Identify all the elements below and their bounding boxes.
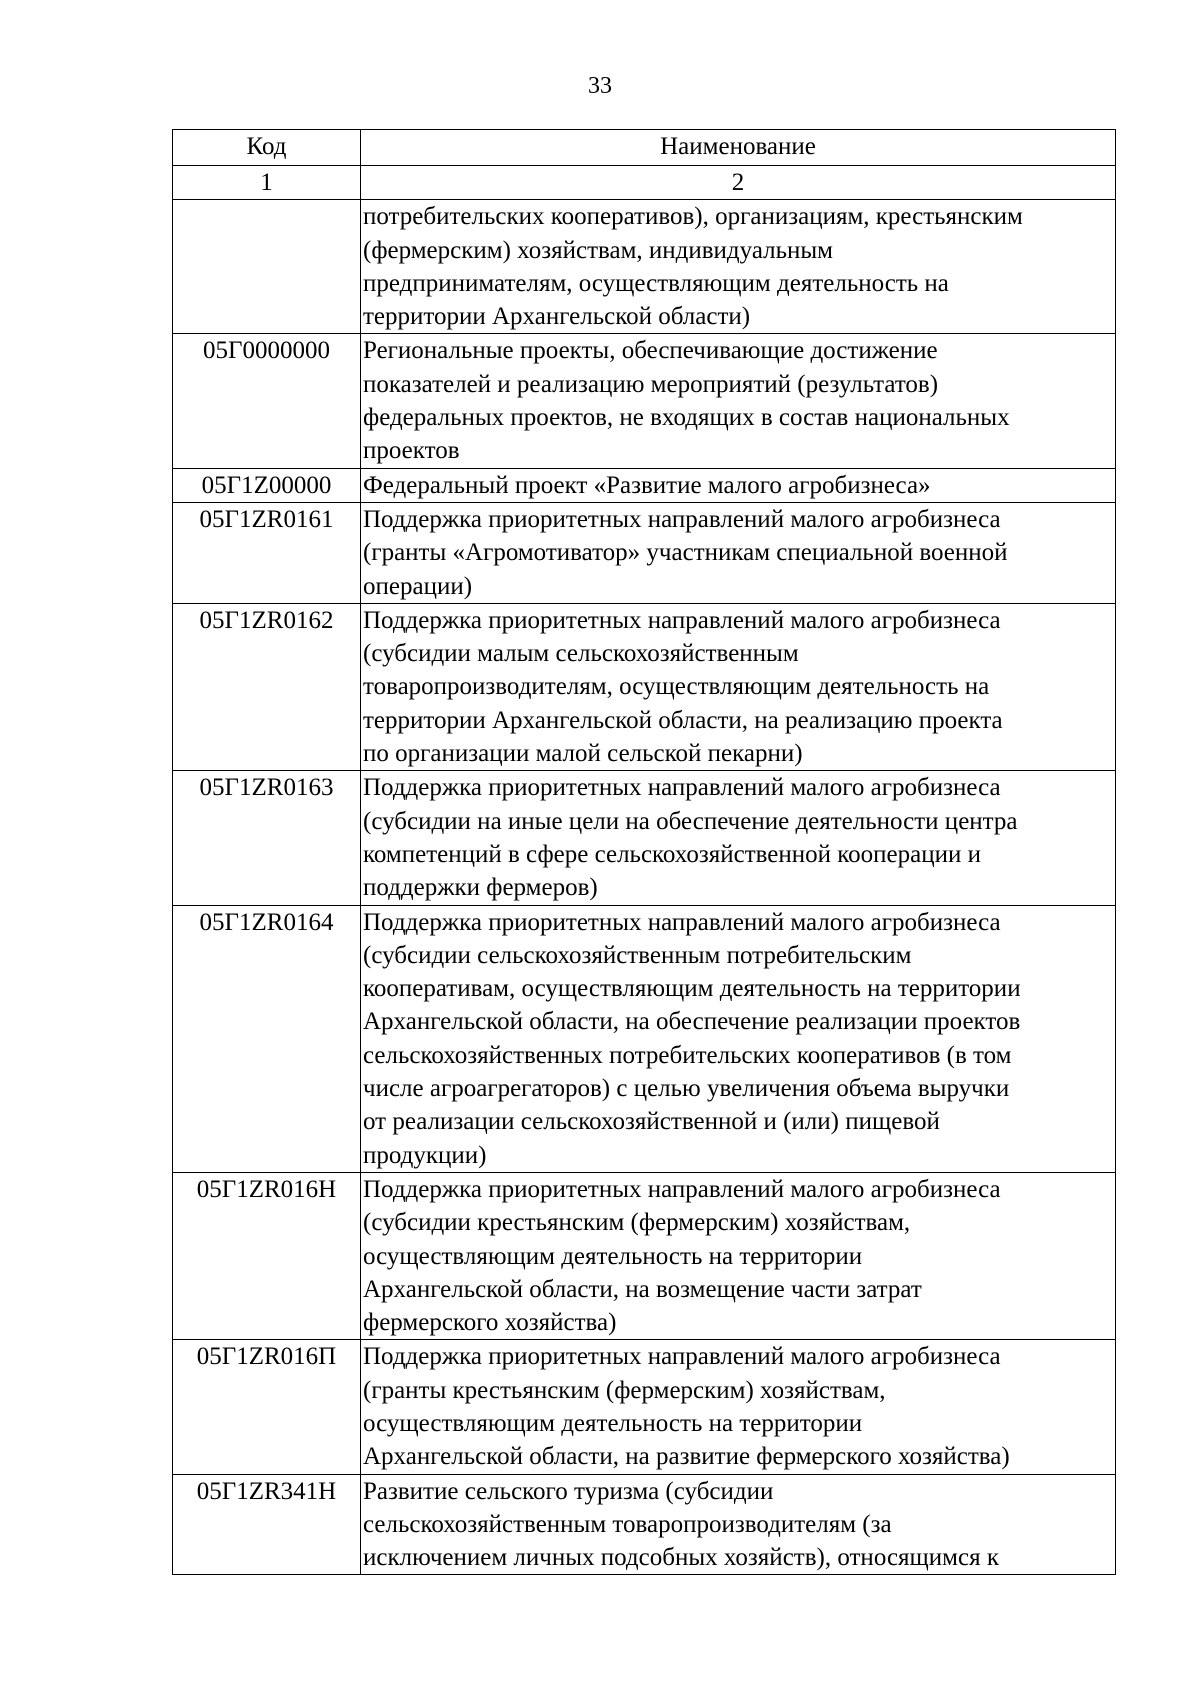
table-row (173, 334, 1116, 468)
row-name-line: (субсидии сельскохозяйственным потребительским (363, 941, 912, 969)
row-name (361, 603, 1116, 770)
row-name-line: фермерского хозяйства) (363, 1309, 617, 1337)
table-body (173, 200, 1116, 1575)
column-number-name: 2 (361, 166, 1116, 200)
row-name-line: по организации малой сельской пекарни) (363, 740, 803, 768)
row-name-line: сельскохозяйственным товаропроизводителям (за (363, 1510, 892, 1538)
row-name (361, 200, 1116, 334)
row-name-line: Поддержка приоритетных направлений малого агробизнеса (363, 505, 1001, 533)
table-row (173, 1172, 1116, 1339)
row-name-line: Архангельской области, на возмещение части затрат (363, 1275, 922, 1303)
row-name-line: (гранты «Агромотиватор» участникам специальной военной (363, 539, 1008, 567)
page-number: 33 (588, 73, 612, 99)
table-row (173, 200, 1116, 334)
row-name-line: от реализации сельскохозяйственной и (или) пищевой (363, 1108, 940, 1136)
row-code: 05Г0000000 (173, 334, 361, 468)
row-code: 05Г1ZR341Н (173, 1474, 361, 1575)
row-name-line: (субсидии на иные цели на обеспечение деятельности центра (363, 807, 1018, 835)
header-name: Наименование (361, 130, 1116, 166)
row-name (361, 468, 1116, 502)
row-name-line: (субсидии малым сельскохозяйственным (363, 640, 799, 668)
table-row (173, 468, 1116, 502)
table-row (173, 771, 1116, 905)
row-name-line: (субсидии крестьянским (фермерским) хозяйствам, (363, 1209, 911, 1237)
row-code: 05Г1ZR0163 (173, 771, 361, 905)
row-name-line: (гранты крестьянским (фермерским) хозяйствам, (363, 1376, 886, 1404)
row-code: 05Г1ZR0164 (173, 905, 361, 1172)
row-name (361, 1172, 1116, 1339)
row-name-line: территории Архангельской области) (363, 303, 751, 331)
row-name-line: компетенций в сфере сельскохозяйственной кооперации и (363, 840, 981, 868)
row-code: 05Г1ZR0161 (173, 502, 361, 603)
row-name-line: Поддержка приоритетных направлений малого агробизнеса (363, 1175, 1001, 1203)
row-name-line: осуществляющим деятельность на территории (363, 1409, 863, 1437)
row-name-line: Поддержка приоритетных направлений малого агробизнеса (363, 606, 1001, 634)
table-header (173, 130, 1116, 200)
row-code: 05Г1ZR0162 (173, 603, 361, 770)
column-number-row (173, 166, 1116, 200)
row-name-line: Поддержка приоритетных направлений малого агробизнеса (363, 774, 1001, 802)
row-code: 05Г1ZR016П (173, 1340, 361, 1474)
row-name-line: федеральных проектов, не входящих в состав национальных (363, 404, 1010, 432)
row-name (361, 771, 1116, 905)
row-name-line: потребительских кооперативов), организациям, крестьянским (363, 203, 1023, 231)
row-name-line: кооперативам, осуществляющим деятельность на территории (363, 975, 1021, 1003)
table-row (173, 1340, 1116, 1474)
row-name-line: (фермерским) хозяйствам, индивидуальным (363, 236, 834, 264)
table-row (173, 502, 1116, 603)
row-name-line: показателей и реализацию мероприятий (результатов) (363, 370, 939, 398)
table-header-row (173, 130, 1116, 166)
row-name-line: предпринимателям, осуществляющим деятельность на (363, 269, 949, 297)
row-name-line: Поддержка приоритетных направлений малого агробизнеса (363, 1343, 1001, 1371)
row-name-line: Федеральный проект «Развитие малого агробизнеса» (363, 471, 931, 499)
row-name-line: поддержки фермеров) (363, 874, 598, 902)
row-name (361, 1340, 1116, 1474)
row-name (361, 334, 1116, 468)
row-code: 05Г1Z00000 (173, 468, 361, 502)
row-name-line: Поддержка приоритетных направлений малого агробизнеса (363, 908, 1001, 936)
row-name-line: числе агроагрегаторов) с целью увеличения объема выручки (363, 1075, 1010, 1103)
row-name-line: Архангельской области, на развитие фермерского хозяйства) (363, 1443, 1010, 1471)
row-name-line: Региональные проекты, обеспечивающие достижение (363, 337, 938, 365)
row-name-line: сельскохозяйственных потребительских кооперативов (в том (363, 1041, 1012, 1069)
budget-codes-table (172, 129, 1116, 1575)
row-name-line: продукции) (363, 1141, 487, 1169)
row-name (361, 502, 1116, 603)
column-number-code: 1 (173, 166, 361, 200)
table-row (173, 905, 1116, 1172)
row-name-line: операции) (363, 572, 473, 600)
table-row (173, 603, 1116, 770)
row-name-line: осуществляющим деятельность на территории (363, 1242, 863, 1270)
row-name-line: территории Архангельской области, на реализацию проекта (363, 706, 1003, 734)
row-name-line: Архангельской области, на обеспечение реализации проектов (363, 1008, 1021, 1036)
row-name-line: проектов (363, 437, 460, 465)
row-name (361, 1474, 1116, 1575)
header-code: Код (173, 130, 361, 166)
row-name (361, 905, 1116, 1172)
row-name-line: товаропроизводителям, осуществляющим деятельность на (363, 673, 990, 701)
row-code: 05Г1ZR016Н (173, 1172, 361, 1339)
row-code (173, 200, 361, 334)
table-row (173, 1474, 1116, 1575)
row-name-line: исключением личных подсобных хозяйств), относящимся к (363, 1544, 999, 1572)
row-name-line: Развитие сельского туризма (субсидии (363, 1477, 774, 1505)
